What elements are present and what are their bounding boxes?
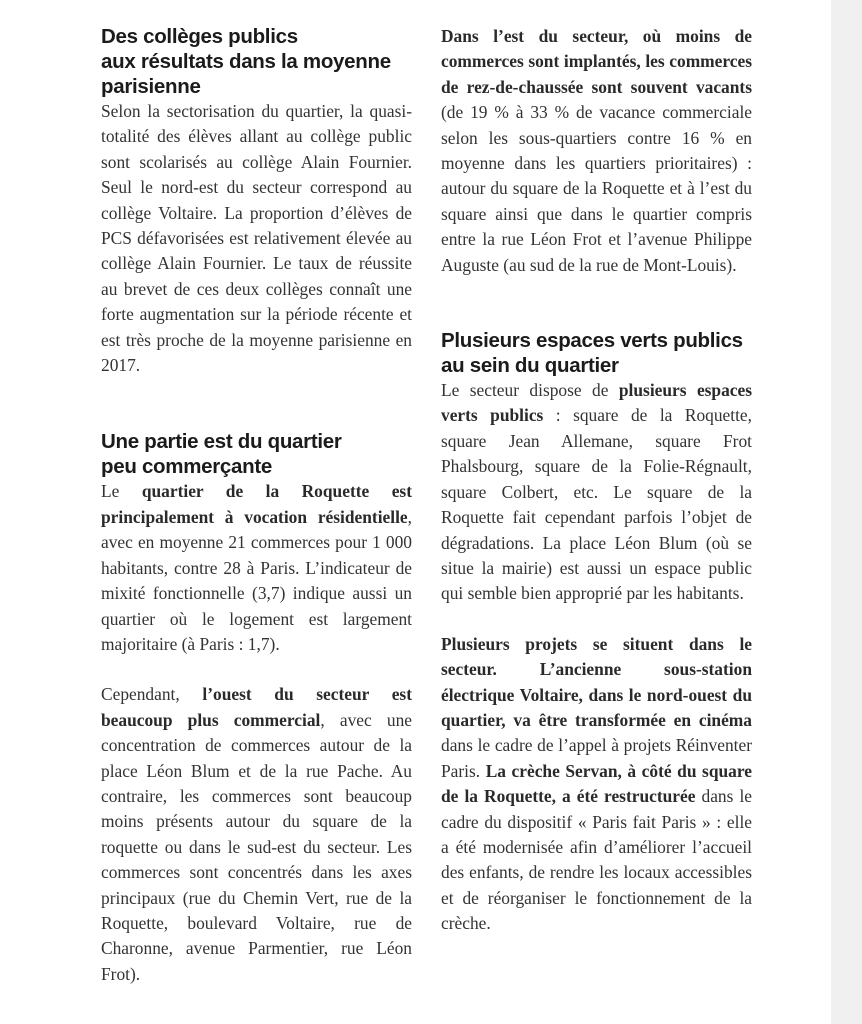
text-run: Le bbox=[101, 481, 142, 502]
heading-line: aux résultats dans la moyenne bbox=[101, 50, 391, 73]
emphasis-text: plusieurs espaces verts publics bbox=[441, 380, 753, 426]
text-run: , avec une concentration de commerces autour de la place Léon Blum et de la rue Pache. Au contraire, les commerces sont beaucoup moins présents autour du square de la roquette ou dans le sud-est du secteur. Les commerces sont concentrés dans les axes principaux (rue du Chemin Vert, rue de la Roquette, boulevard Voltaire, rue de Charonne, avenue Parmentier, rue Léon Frot). bbox=[101, 709, 412, 984]
text-run: Le secteur dispose de bbox=[441, 380, 619, 401]
heading-line: parisienne bbox=[101, 75, 201, 98]
heading-line: Plusieurs espaces verts publics bbox=[441, 329, 743, 353]
heading-line: peu commerçante bbox=[101, 455, 272, 479]
page-margin-strip bbox=[831, 0, 862, 1024]
heading-line: Des collèges publics bbox=[101, 25, 298, 48]
paragraph-green-spaces bbox=[441, 378, 752, 607]
section-colleges bbox=[101, 24, 412, 378]
left-column bbox=[101, 24, 412, 987]
text-run: (de 19 % à 33 % de vacance commerciale selon les sous-quartiers contre 16 % en moyenne dans les quartiers prioritaires) : autour du square de la Roquette et à l’est du square ainsi que dans le quartier compris entre la rue Léon Frot et l’avenue Philippe Auguste (au sud de la rue de Mont-Louis). bbox=[441, 102, 752, 275]
paragraph-residential bbox=[101, 479, 412, 657]
section-green-spaces bbox=[441, 328, 752, 937]
emphasis-text: quartier de la Roquette est principalement à vocation résidentielle bbox=[101, 481, 412, 527]
emphasis-text: Plusieurs projets se situent dans le secteur. L’ancienne sous-station électrique Voltaire, dans le nord-ouest du quartier, va être transformée en cinéma bbox=[441, 633, 752, 730]
right-column bbox=[441, 24, 752, 937]
heading-line: Une partie est du quartier bbox=[101, 430, 342, 454]
paragraph-west-commercial bbox=[101, 682, 412, 987]
section-heading-commerce bbox=[101, 429, 412, 479]
text-run: dans le cadre de l’appel à projets Réinventer Paris. bbox=[441, 735, 752, 781]
text-run: dans le cadre du dispositif « Paris fait Paris » : elle a été modernisée afin d’améliorer l’accueil des enfants, de rendre les locaux accessibles et de réorganiser le fonctionnement de la crèche. bbox=[441, 786, 752, 934]
section-heading-green-spaces bbox=[441, 328, 752, 378]
text-run: : square de la Roquette, square Jean Allemane, square Frot Phalsbourg, square de la Folie-Régnault, square Colbert, etc. Le square de la Roquette fait cependant parfois l’objet de dégradations. La place Léon Blum (où se situe la mairie) est aussi un espace public qui semble bien approprié par les habitants. bbox=[441, 405, 752, 604]
section-heading-colleges bbox=[101, 24, 412, 99]
heading-line: au sein du quartier bbox=[441, 354, 619, 378]
emphasis-text: l’ouest du secteur est beaucoup plus commercial bbox=[101, 684, 412, 730]
paragraph-projects bbox=[441, 632, 752, 937]
emphasis-text: La crèche Servan, à côté du square de la Roquette, a été restructurée bbox=[441, 760, 752, 807]
section-commerce bbox=[101, 429, 412, 987]
text-run: , avec en moyenne 21 commerces pour 1 000 habitants, contre 28 à Paris. L’indicateur de mixité fonctionnelle (3,7) indique aussi un quartier où le logement est largement majoritaire (à Paris : 1,7). bbox=[101, 506, 412, 654]
paragraph-colleges: Selon la sectorisation du quartier, la quasi-totalité des élèves allant au collège public sont scolarisés au collège Alain Fournier. Seul le nord-est du secteur correspond au collège Voltaire. La proportion d’élèves de PCS défavorisées est relativement élevée au collège Alain Fournier. Le taux de réussite au brevet de ces deux collèges connaît une forte augmentation sur la période récente et est très proche de la moyenne parisienne en 2017. bbox=[101, 101, 412, 376]
text-run: Cependant, bbox=[101, 684, 203, 705]
emphasis-text: Dans l’est du secteur, où moins de commerces sont implantés, les commerces de rez-de-chaussée sont souvent vacants bbox=[441, 26, 752, 97]
paragraph-east-vacancy bbox=[441, 24, 752, 278]
